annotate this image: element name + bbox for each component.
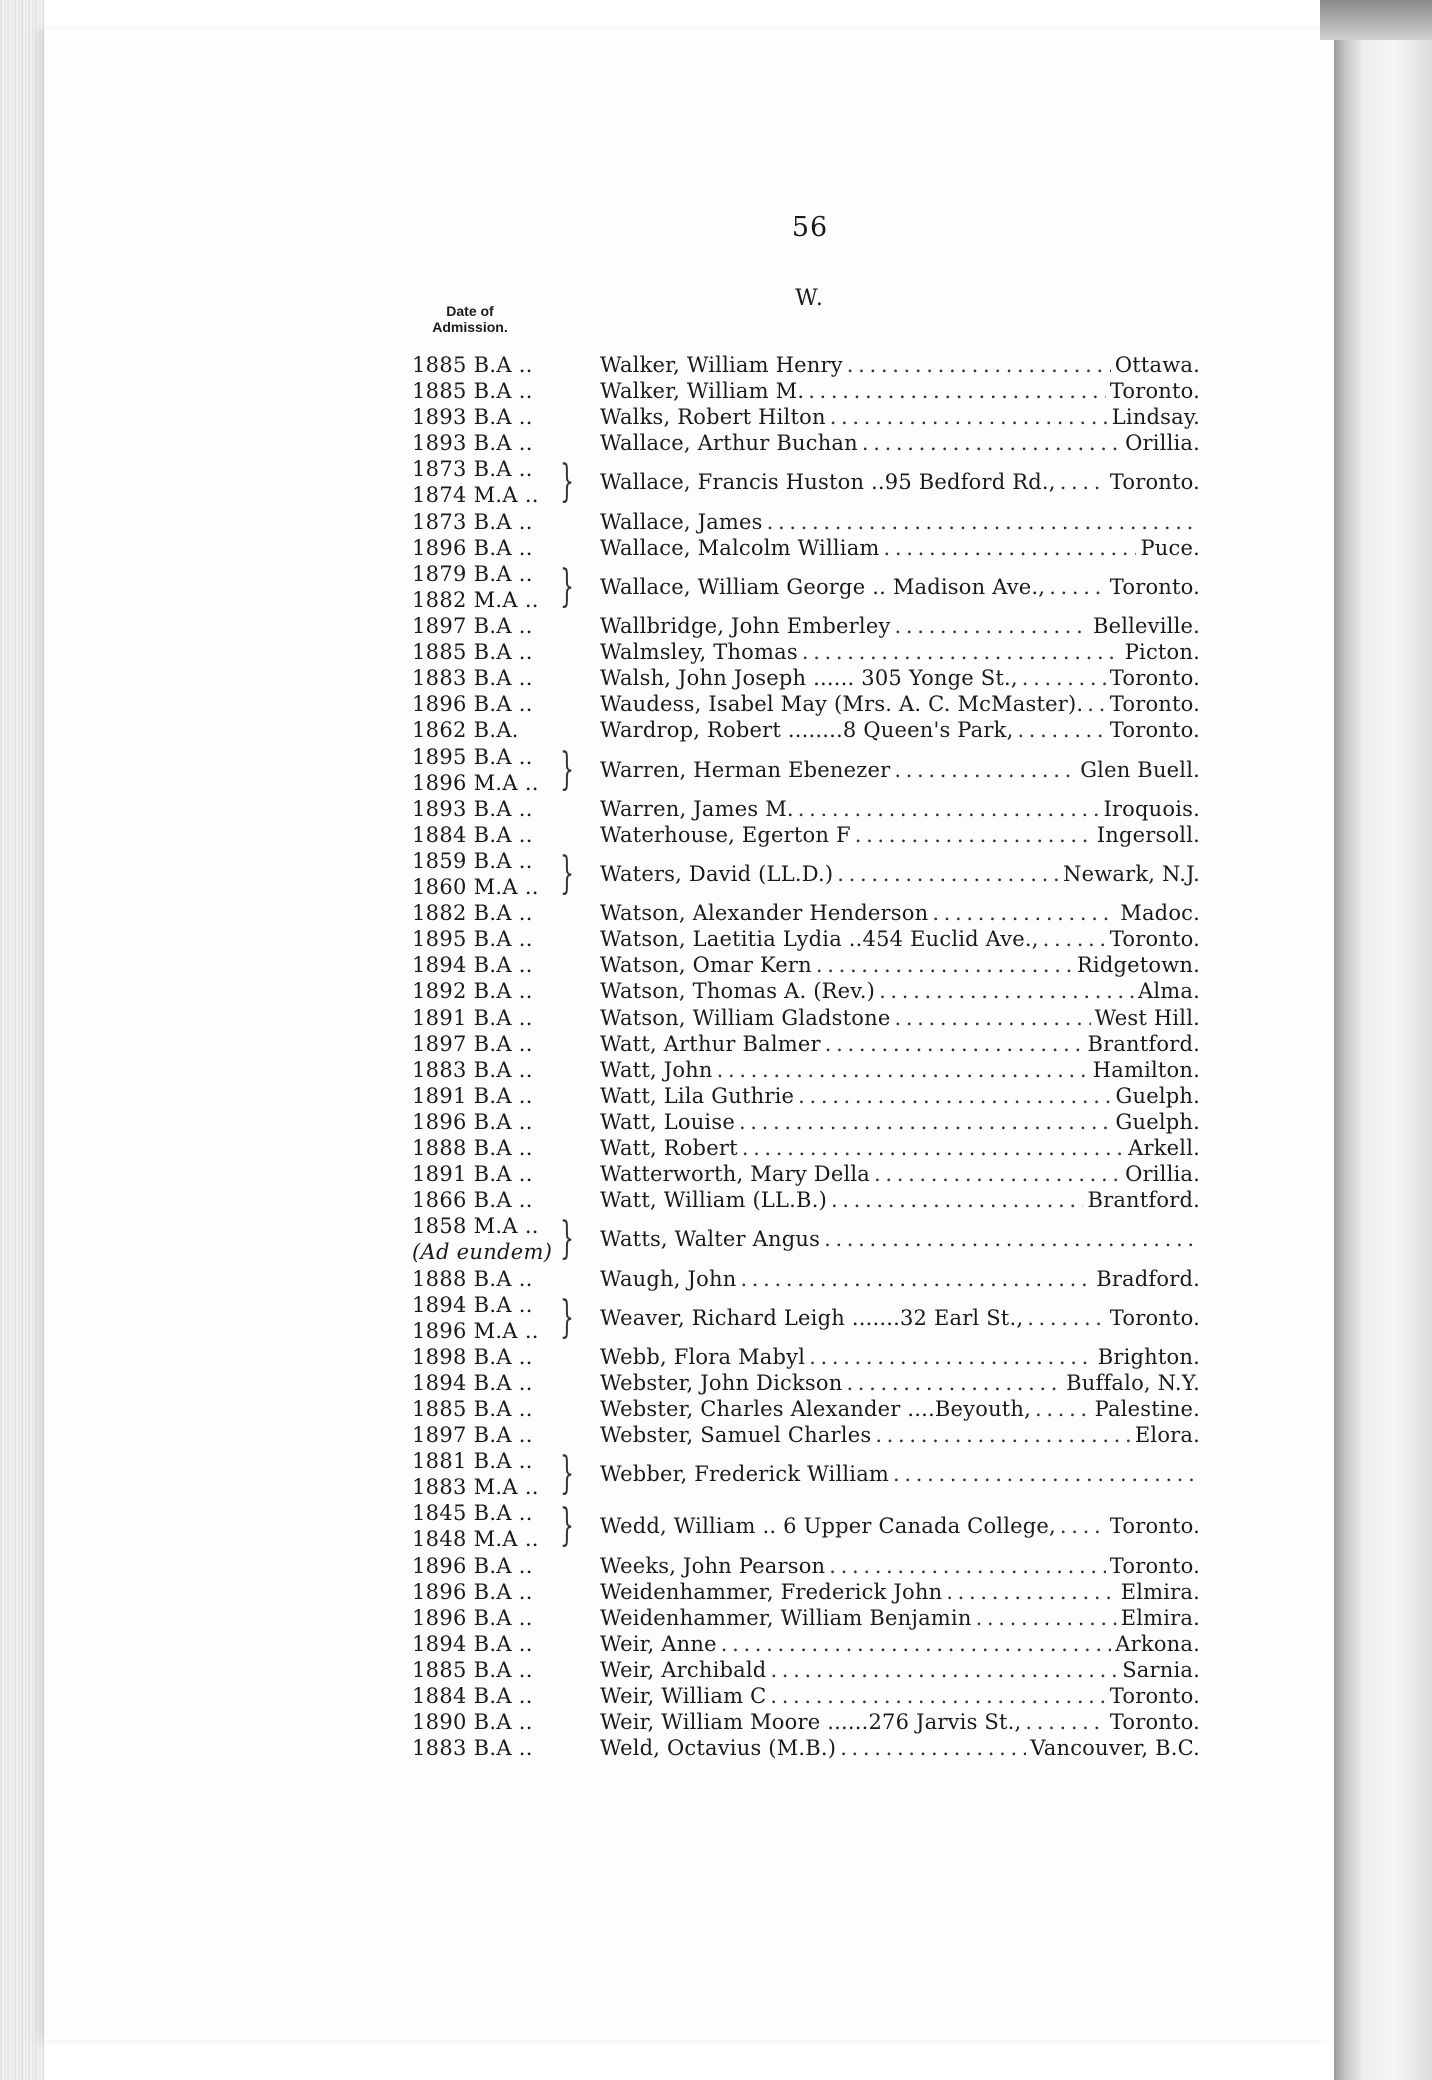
entry-place: Glen Buell. (1080, 757, 1200, 782)
leader-dots (1025, 1709, 1105, 1735)
admission-degree: 1858 M.A .. (412, 1214, 539, 1239)
leader-dots (862, 430, 1121, 456)
entry-name: Watson, William Gladstone (600, 1005, 891, 1030)
entry-place: Elmira. (1120, 1605, 1200, 1630)
bracket-brace: } (560, 1291, 574, 1343)
entry-place: Picton. (1124, 640, 1200, 665)
entry-place: Palestine. (1094, 1397, 1200, 1421)
admission-degree: 1883 B.A .. (412, 1057, 533, 1082)
entry-name: Waudess, Isabel May (Mrs. A. C. McMaster). (600, 692, 1084, 717)
entry-place: Arkell. (1128, 1136, 1200, 1160)
entry-line (600, 1161, 1200, 1187)
entry-place: Toronto. (1109, 1710, 1200, 1735)
leader-dots (879, 978, 1134, 1004)
entry-line (600, 757, 1200, 783)
entry-line (600, 900, 1200, 926)
admission-degree: 1896 B.A .. (412, 1605, 533, 1630)
section-letter: W. (795, 286, 825, 311)
entry-place: Bradford. (1096, 1266, 1200, 1291)
entry-place: Toronto. (1109, 470, 1200, 495)
leader-dots (825, 1031, 1084, 1057)
leader-dots (829, 1553, 1105, 1579)
admission-degree: 1895 B.A .. (412, 744, 533, 769)
admission-degree: 1895 B.A .. (412, 927, 533, 952)
leader-dots (809, 1344, 1094, 1370)
entry-line (600, 1513, 1200, 1539)
admission-degree: 1873 B.A .. (412, 509, 533, 534)
admission-degree: 1860 M.A .. (412, 874, 539, 899)
entry-name: Walsh, John Joseph ...... 305 Yonge St., (600, 666, 1018, 691)
admission-degree: 1897 B.A .. (412, 1031, 533, 1056)
leader-dots (895, 613, 1089, 639)
entry-place: Toronto. (1109, 1305, 1200, 1330)
entry-line (600, 1135, 1200, 1161)
admission-degree: 1883 M.A .. (412, 1475, 539, 1500)
entry-line (600, 509, 1200, 535)
entry-place: Toronto. (1109, 1684, 1200, 1709)
entry-name: Watt, Louise (600, 1109, 735, 1134)
entry-name: Weir, William C (600, 1684, 767, 1709)
leader-dots (1049, 574, 1106, 600)
admission-degree: 1888 B.A .. (412, 1266, 533, 1291)
entry-line (600, 1344, 1200, 1370)
entry-name: Walker, William Henry (600, 353, 843, 377)
entry-name: Weidenhammer, Frederick John (600, 1579, 943, 1604)
admission-degree: 1885 B.A .. (412, 1658, 533, 1682)
page-number: 56 (791, 212, 829, 243)
leader-dots (1022, 665, 1106, 691)
entry-line (600, 1370, 1200, 1396)
admission-degree: 1896 B.A .. (412, 535, 533, 560)
admission-degree: 1873 B.A .. (412, 457, 533, 482)
leader-dots (932, 900, 1116, 926)
entry-line (600, 1657, 1200, 1683)
admission-degree: (Ad eundem) (412, 1240, 553, 1265)
entry-place: Puce. (1140, 535, 1200, 560)
entry-line (600, 978, 1200, 1004)
entry-place: Toronto. (1109, 666, 1200, 691)
entry-name: Wallace, James (600, 509, 763, 534)
entry-place: Toronto. (1109, 718, 1200, 743)
admission-degree: 1891 B.A .. (412, 1162, 533, 1187)
entry-line (600, 1396, 1200, 1422)
entry-place: Toronto. (1109, 1553, 1200, 1578)
entry-place: West Hill. (1094, 1005, 1200, 1030)
admission-degree: 1896 B.A .. (412, 692, 533, 717)
entry-name: Wallace, Francis Huston ..95 Bedford Rd., (600, 470, 1056, 495)
entry-line (600, 378, 1200, 404)
admission-degree: 1896 M.A .. (412, 770, 539, 795)
admission-degree: 1879 B.A .. (412, 561, 533, 586)
entry-line (600, 639, 1200, 665)
entry-name: Watt, William (LL.B.) (600, 1188, 827, 1213)
admission-degree: 1866 B.A .. (412, 1188, 533, 1213)
entry-name: Walks, Robert Hilton (600, 405, 826, 430)
admission-degree: 1885 B.A .. (412, 353, 533, 377)
admission-degree: 1885 B.A .. (412, 1397, 533, 1421)
entry-name: Watt, Robert (600, 1136, 738, 1160)
leader-dots (1035, 1396, 1091, 1422)
entry-name: Wardrop, Robert ........8 Queen's Park, (600, 718, 1014, 743)
admission-degree: 1896 B.A .. (412, 1553, 533, 1578)
leader-dots (837, 861, 1059, 887)
entry-name: Watts, Walter Angus (600, 1227, 821, 1252)
leader-dots (1043, 926, 1106, 952)
admission-degree: 1883 B.A .. (412, 666, 533, 691)
entry-line (600, 952, 1200, 978)
entry-name: Webster, Charles Alexander ....Beyouth, (600, 1397, 1032, 1421)
entry-line (600, 796, 1200, 822)
entry-name: Warren, Herman Ebenezer (600, 757, 891, 782)
leader-dots (742, 1135, 1124, 1161)
entry-name: Walmsley, Thomas (600, 640, 798, 665)
entry-place: Alma. (1138, 979, 1200, 1004)
admission-degree: 1894 B.A .. (412, 953, 533, 978)
entry-place: Toronto. (1109, 927, 1200, 952)
entry-line (600, 1057, 1200, 1083)
leader-dots (847, 352, 1111, 378)
entry-place: Vancouver, B.C. (1030, 1736, 1200, 1761)
entry-place: Hamilton. (1092, 1057, 1200, 1082)
entry-place: Ottawa. (1114, 353, 1200, 377)
entry-line (600, 352, 1200, 378)
entry-line (600, 926, 1200, 952)
admission-degree: 1894 B.A .. (412, 1631, 533, 1656)
admission-degree: 1894 B.A .. (412, 1370, 533, 1395)
entry-place: Toronto. (1109, 1514, 1200, 1539)
admission-degree: 1884 B.A .. (412, 822, 533, 847)
admission-degree: 1898 B.A .. (412, 1344, 533, 1369)
leader-dots (1060, 1513, 1106, 1539)
entry-line (600, 1735, 1200, 1761)
leader-dots (739, 1109, 1112, 1135)
entry-name: Weir, William Moore ......276 Jarvis St., (600, 1710, 1022, 1735)
entry-place: Elora. (1134, 1423, 1200, 1448)
entry-place: Madoc. (1120, 901, 1200, 926)
entry-line (600, 861, 1200, 887)
admission-degree: 1894 B.A .. (412, 1292, 533, 1317)
admission-degree: 1891 B.A .. (412, 1083, 533, 1108)
entry-place: Buffalo, N.Y. (1066, 1370, 1200, 1395)
entry-line (600, 1109, 1200, 1135)
admission-degree: 1893 B.A .. (412, 405, 533, 430)
leader-dots (884, 535, 1137, 561)
entry-place: Orillia. (1125, 1162, 1200, 1187)
admission-degree: 1896 B.A .. (412, 1579, 533, 1604)
entry-place: Belleville. (1092, 614, 1200, 638)
leader-dots (840, 1735, 1026, 1761)
admission-degree: 1874 M.A .. (412, 483, 539, 508)
entry-name: Warren, James M. (600, 796, 794, 821)
entry-name: Watson, Laetitia Lydia ..454 Euclid Ave., (600, 927, 1039, 952)
leader-dots (802, 639, 1121, 665)
entry-name: Walker, William M. (600, 379, 805, 404)
entry-place: Elmira. (1120, 1579, 1200, 1604)
admission-degree: 1885 B.A .. (412, 379, 533, 404)
entry-line (600, 430, 1200, 456)
entry-line (600, 469, 1200, 495)
entry-place: Sarnia. (1122, 1658, 1200, 1682)
leader-dots (831, 1187, 1084, 1213)
admission-degree: 1897 B.A .. (412, 1423, 533, 1448)
leader-dots (1017, 717, 1105, 743)
entry-name: Webber, Frederick William (600, 1462, 890, 1487)
entry-line (600, 1005, 1200, 1031)
entry-name: Wallace, Arthur Buchan (600, 431, 858, 456)
entry-line (600, 1226, 1200, 1252)
entry-line (600, 1083, 1200, 1109)
leader-dots (770, 1657, 1118, 1683)
entry-line (600, 1683, 1200, 1709)
admission-degree: 1890 B.A .. (412, 1710, 533, 1735)
leader-dots (946, 1579, 1116, 1605)
leader-dots (855, 822, 1093, 848)
entry-place: Ridgetown. (1076, 953, 1200, 978)
leader-dots (894, 757, 1076, 783)
entry-name: Wallace, William George .. Madison Ave., (600, 574, 1046, 599)
entry-name: Watterworth, Mary Della (600, 1162, 871, 1187)
leader-dots (798, 1083, 1111, 1109)
entry-line (600, 1461, 1200, 1487)
entry-line (600, 822, 1200, 848)
admission-degree: 1881 B.A .. (412, 1449, 533, 1474)
leader-dots (824, 1226, 1196, 1252)
leader-dots (816, 952, 1073, 978)
entry-place: Guelph. (1115, 1083, 1200, 1108)
admission-degree: 1888 B.A .. (412, 1136, 533, 1160)
entry-name: Weld, Octavius (M.B.) (600, 1736, 837, 1761)
entry-line (600, 665, 1200, 691)
entry-line (600, 1579, 1200, 1605)
entry-line (600, 1605, 1200, 1631)
entry-place: Lindsay. (1111, 405, 1200, 430)
entry-name: Webster, John Dickson (600, 1370, 843, 1395)
entry-name: Webster, Samuel Charles (600, 1423, 872, 1448)
admission-degree: 1882 M.A .. (412, 587, 539, 612)
entry-line (600, 1631, 1200, 1657)
admission-degree: 1891 B.A .. (412, 1005, 533, 1030)
admission-degree: 1893 B.A .. (412, 431, 533, 456)
leader-dots (1060, 469, 1106, 495)
entry-line (600, 613, 1200, 639)
entry-line (600, 1709, 1200, 1735)
leader-dots (767, 509, 1196, 535)
entry-line (600, 535, 1200, 561)
entry-place: Iroquois. (1103, 796, 1200, 821)
admission-degree: 1882 B.A .. (412, 901, 533, 926)
leader-dots (893, 1461, 1196, 1487)
leader-dots (1087, 691, 1106, 717)
leader-dots (875, 1422, 1131, 1448)
entry-line (600, 1266, 1200, 1292)
leader-dots (976, 1605, 1117, 1631)
entry-place: Brantford. (1087, 1031, 1200, 1056)
entry-name: Weaver, Richard Leigh .......32 Earl St., (600, 1305, 1024, 1330)
admission-degree: 1897 B.A .. (412, 614, 533, 638)
entry-name: Wallace, Malcolm William (600, 535, 880, 560)
admission-degree: 1892 B.A .. (412, 979, 533, 1004)
entry-line (600, 1553, 1200, 1579)
entry-name: Watson, Thomas A. (Rev.) (600, 979, 876, 1004)
admission-degree: 1862 B.A. (412, 718, 519, 743)
entry-name: Wallbridge, John Emberley (600, 614, 891, 638)
admission-degree: 1893 B.A .. (412, 796, 533, 821)
entry-name: Webb, Flora Mabyl (600, 1344, 806, 1369)
entry-name: Weir, Anne (600, 1631, 717, 1656)
entry-place: Guelph. (1115, 1109, 1200, 1134)
entry-place: Arkona. (1115, 1631, 1200, 1656)
leader-dots (874, 1161, 1121, 1187)
leader-dots (808, 378, 1106, 404)
entry-place: Toronto. (1109, 692, 1200, 717)
bracket-brace: } (560, 1213, 574, 1265)
entry-line (600, 717, 1200, 743)
entry-line (600, 691, 1200, 717)
leader-dots (830, 404, 1108, 430)
entry-line (600, 404, 1200, 430)
bracket-brace: } (560, 456, 574, 508)
entry-place: Toronto. (1109, 379, 1200, 404)
entry-name: Watt, Lila Guthrie (600, 1083, 795, 1108)
entry-name: Waters, David (LL.D.) (600, 861, 834, 886)
entry-name: Wedd, William .. 6 Upper Canada College, (600, 1514, 1056, 1539)
entry-line (600, 1031, 1200, 1057)
entry-line (600, 1305, 1200, 1331)
leader-dots (846, 1370, 1062, 1396)
leader-dots (798, 796, 1100, 822)
entry-place: Brighton. (1097, 1344, 1200, 1369)
bracket-brace: } (560, 560, 574, 612)
admission-degree: 1883 B.A .. (412, 1736, 533, 1761)
bracket-brace: } (560, 1448, 574, 1500)
entry-name: Waugh, John (600, 1266, 737, 1291)
entry-name: Weeks, John Pearson (600, 1553, 826, 1578)
admission-degree: 1896 M.A .. (412, 1318, 539, 1343)
entry-name: Watt, John (600, 1057, 713, 1082)
admission-degree: 1859 B.A .. (412, 848, 533, 873)
bracket-brace: } (560, 1500, 574, 1552)
entry-name: Weir, Archibald (600, 1658, 767, 1682)
entry-place: Orillia. (1125, 431, 1200, 456)
entry-name: Watson, Alexander Henderson (600, 901, 929, 926)
bracket-brace: } (560, 743, 574, 795)
column-header: Date of Admission. (432, 303, 508, 335)
admission-degree: 1845 B.A .. (412, 1501, 533, 1526)
entry-line (600, 1187, 1200, 1213)
entry-place: Newark, N.J. (1063, 861, 1200, 886)
entry-name: Watt, Arthur Balmer (600, 1031, 821, 1056)
leader-dots (1027, 1305, 1106, 1331)
leader-dots (894, 1005, 1090, 1031)
leader-dots (770, 1683, 1105, 1709)
bracket-brace: } (560, 847, 574, 899)
admission-degree: 1884 B.A .. (412, 1684, 533, 1709)
leader-dots (717, 1057, 1089, 1083)
admission-degree: 1896 B.A .. (412, 1109, 533, 1134)
entry-name: Watson, Omar Kern (600, 953, 812, 978)
admission-degree: 1885 B.A .. (412, 640, 533, 665)
entry-place: Ingersoll. (1096, 822, 1200, 847)
admission-degree: 1848 M.A .. (412, 1527, 539, 1552)
entry-line (600, 574, 1200, 600)
leader-dots (721, 1631, 1112, 1657)
entry-name: Weidenhammer, William Benjamin (600, 1605, 972, 1630)
entry-name: Waterhouse, Egerton F (600, 822, 851, 847)
leader-dots (740, 1266, 1092, 1292)
entry-line (600, 1422, 1200, 1448)
entry-place: Brantford. (1087, 1188, 1200, 1213)
entry-place: Toronto. (1109, 574, 1200, 599)
